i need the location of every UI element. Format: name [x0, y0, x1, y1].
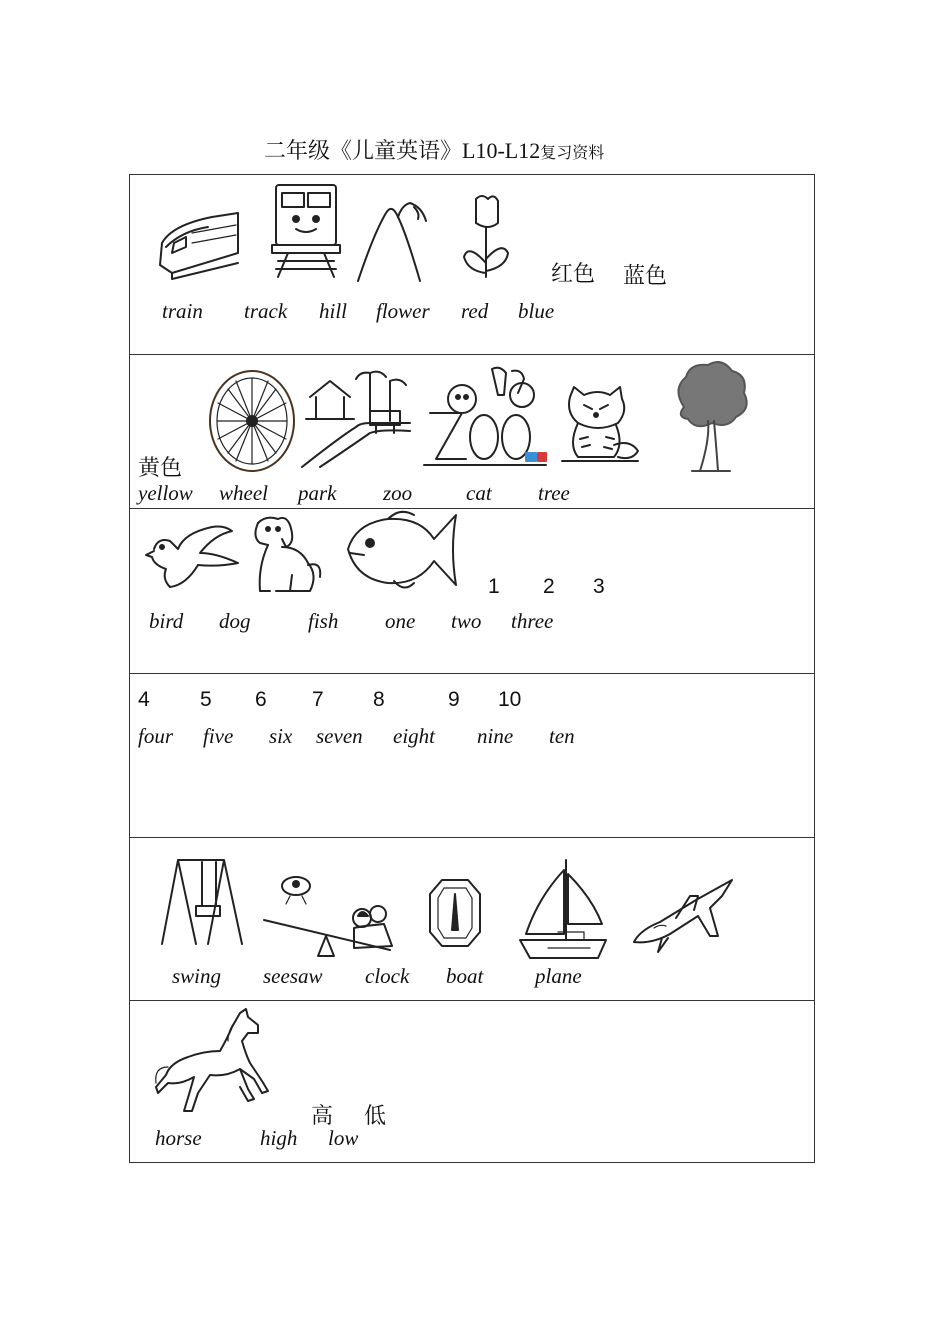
word-three: three	[511, 609, 554, 633]
title-main: 二年级《儿童英语》L10-L12	[264, 138, 541, 163]
word-fish: fish	[308, 609, 339, 633]
table-row	[130, 509, 814, 674]
word-track: track	[244, 299, 288, 323]
number-4: 4	[138, 688, 150, 711]
number-7: 7	[312, 688, 324, 711]
boat-icon	[518, 858, 608, 962]
cn-low: 低	[364, 1104, 387, 1129]
word-yellow: yellow	[138, 481, 193, 505]
word-cat: cat	[466, 481, 492, 505]
word-flower: flower	[376, 299, 430, 323]
park-icon	[300, 367, 412, 469]
color-cn-blue: 蓝色	[623, 264, 668, 289]
train-icon	[152, 203, 242, 283]
word-ten: ten	[549, 724, 575, 748]
word-clock: clock	[365, 964, 410, 988]
vocab-table	[129, 174, 815, 1163]
table-row	[130, 355, 814, 509]
word-dog: dog	[219, 609, 251, 633]
number-3: 3	[593, 575, 605, 598]
color-cn-yellow: 黄色	[138, 456, 183, 481]
word-low: low	[328, 1126, 359, 1150]
number-1: 1	[488, 575, 500, 598]
title-suffix: 复习资料	[540, 145, 605, 162]
word-horse: horse	[155, 1126, 202, 1150]
word-five: five	[203, 724, 234, 748]
clock-icon	[428, 878, 482, 948]
word-red: red	[461, 299, 489, 323]
word-wheel: wheel	[219, 481, 268, 505]
word-six: six	[269, 724, 293, 748]
wheel-icon	[206, 367, 298, 475]
number-2: 2	[543, 575, 555, 598]
track-icon	[268, 181, 344, 279]
table-row	[130, 1001, 814, 1164]
cn-high: 高	[311, 1104, 334, 1129]
zoo-icon	[422, 365, 550, 473]
number-6: 6	[255, 688, 267, 711]
number-9: 9	[448, 688, 460, 711]
word-zoo: zoo	[383, 481, 413, 505]
table-row	[130, 674, 814, 838]
flower-icon	[458, 193, 514, 279]
word-blue: blue	[518, 299, 555, 323]
seesaw-icon	[262, 876, 402, 960]
word-swing: swing	[172, 964, 222, 988]
table-row	[130, 175, 814, 355]
word-plane: plane	[535, 964, 582, 988]
table-row	[130, 838, 814, 1001]
dog-icon	[246, 513, 326, 597]
word-park: park	[298, 481, 337, 505]
hill-icon	[354, 193, 434, 283]
word-train: train	[162, 299, 203, 323]
horse-icon	[154, 1007, 276, 1117]
number-10: 10	[498, 688, 522, 711]
word-hill: hill	[319, 299, 348, 323]
word-eight: eight	[393, 724, 435, 748]
word-nine: nine	[477, 724, 514, 748]
word-bird: bird	[149, 609, 184, 633]
word-four: four	[138, 724, 174, 748]
word-seesaw: seesaw	[263, 964, 323, 988]
word-tree: tree	[538, 481, 570, 505]
number-5: 5	[200, 688, 212, 711]
word-high: high	[260, 1126, 298, 1150]
word-two: two	[451, 609, 482, 633]
word-boat: boat	[446, 964, 484, 988]
plane-icon	[632, 878, 738, 956]
fish-icon	[344, 509, 460, 593]
word-one: one	[385, 609, 416, 633]
number-8: 8	[373, 688, 385, 711]
cat-icon	[558, 385, 642, 465]
color-cn-red: 红色	[551, 262, 596, 287]
bird-icon	[144, 519, 240, 591]
page-title	[264, 134, 604, 165]
tree-icon	[670, 359, 752, 475]
word-seven: seven	[316, 724, 363, 748]
swing-icon	[160, 854, 244, 946]
